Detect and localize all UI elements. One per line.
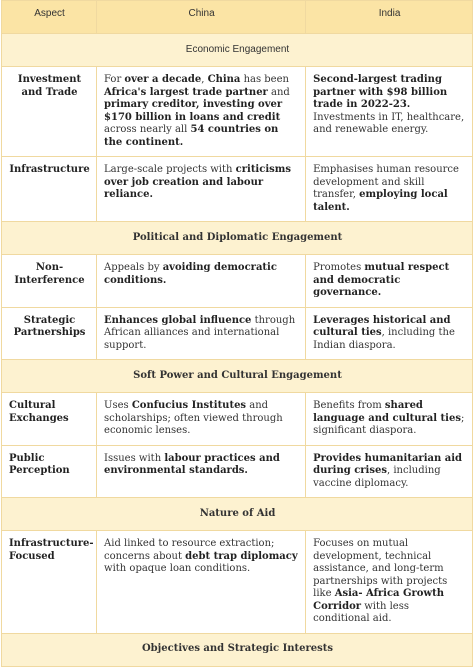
- china-cell: [97, 255, 306, 308]
- bold-text: Africa's largest trade partner: [104, 86, 268, 98]
- table-row: [2, 445, 473, 498]
- india-cell: [306, 157, 473, 222]
- table-body: [2, 34, 473, 667]
- aspect-cell: Strategic Partnerships: [2, 307, 97, 360]
- text-segment: Uses: [104, 400, 132, 411]
- bold-text: shared language and cultural ties: [313, 400, 461, 424]
- table-row: [2, 393, 473, 446]
- text-segment: with opaque loan conditions.: [104, 563, 251, 574]
- india-cell: [306, 255, 473, 308]
- bold-text: 54 countries on the continent.: [104, 124, 279, 148]
- text-segment: Issues with: [104, 452, 165, 464]
- china-cell: [97, 393, 306, 446]
- aspect-cell: Public Perception: [2, 445, 97, 498]
- bold-text: mutual respect and democratic governance.: [313, 262, 450, 298]
- table-row: [2, 531, 473, 634]
- bold-text: labour practices and environmental standards.: [104, 452, 280, 476]
- comparison-table: [1, 0, 473, 667]
- text-segment: across nearly all: [104, 124, 191, 135]
- text-segment: Promotes: [313, 262, 365, 273]
- bold-text: criticisms over job creation and labour reliance.: [104, 164, 291, 200]
- aspect-cell: Infrastructure-Focused: [2, 531, 97, 634]
- section-title: Nature of Aid: [2, 498, 473, 531]
- bold-text: primary creditor, investing over $170 billion in loans and credit: [104, 99, 283, 123]
- section-row: [2, 222, 473, 255]
- header-china: China: [97, 1, 306, 34]
- text-segment: Focuses on mutual development, technical assistance, and long-term partnerships with projects like: [313, 538, 448, 599]
- text-segment: Appeals by: [104, 262, 163, 273]
- section-row: [2, 34, 473, 67]
- china-cell: [97, 157, 306, 222]
- china-cell: [97, 531, 306, 634]
- china-cell: [97, 67, 306, 157]
- text-segment: with less conditional aid.: [313, 600, 409, 624]
- text-segment: Aid linked to resource extraction; concerns about: [104, 538, 275, 562]
- table-row: [2, 255, 473, 308]
- india-cell: [306, 531, 473, 634]
- text-segment: through African alliances and international support.: [104, 314, 296, 351]
- text-segment: For: [104, 74, 125, 85]
- bold-text: debt trap diplomacy: [185, 550, 298, 562]
- header-aspect: Aspect: [2, 1, 97, 34]
- section-title: Economic Engagement: [2, 34, 473, 67]
- text-segment: and scholarships; often viewed through economic lenses.: [104, 400, 283, 436]
- bold-text: Second-largest trading partner with $98 billion trade in 2022-23.: [313, 74, 448, 110]
- bold-text: Leverages historical and cultural ties: [313, 314, 451, 338]
- aspect-cell: Non-Interference: [2, 255, 97, 308]
- bold-text: Enhances global influence: [104, 314, 252, 326]
- table-row: [2, 67, 473, 157]
- header-india: India: [306, 1, 473, 34]
- text-segment: has been: [240, 74, 289, 85]
- bold-text: over a decade: [124, 74, 202, 85]
- section-title: Political and Diplomatic Engagement: [2, 222, 473, 255]
- bold-text: avoiding democratic conditions.: [104, 262, 277, 286]
- india-cell: [306, 307, 473, 360]
- text-segment: ; significant diaspora.: [313, 412, 465, 436]
- text-segment: ,: [201, 74, 208, 85]
- bold-text: Asia- Africa Growth Corridor: [313, 588, 444, 612]
- china-cell: [97, 307, 306, 360]
- india-cell: [306, 445, 473, 498]
- text-segment: Large-scale projects with: [104, 164, 236, 175]
- table-row: [2, 307, 473, 360]
- table-header-row: [2, 1, 473, 34]
- section-title: Soft Power and Cultural Engagement: [2, 360, 473, 393]
- aspect-cell: Investment and Trade: [2, 67, 97, 157]
- aspect-cell: Infrastructure: [2, 157, 97, 222]
- text-segment: Investments in IT, healthcare, and renewable energy.: [313, 111, 465, 135]
- india-cell: [306, 67, 473, 157]
- text-segment: , including the Indian diaspora.: [313, 327, 455, 351]
- text-segment: Benefits from: [313, 400, 385, 411]
- section-row: [2, 498, 473, 531]
- table-row: [2, 157, 473, 222]
- text-segment: Emphasises human resource development and skill transfer,: [313, 164, 459, 200]
- section-row: [2, 633, 473, 666]
- text-segment: , including vaccine diplomacy.: [313, 465, 441, 489]
- bold-text: Provides humanitarian aid during crises: [313, 452, 462, 476]
- bold-text: China: [207, 74, 241, 85]
- india-cell: [306, 393, 473, 446]
- bold-text: Confucius Institutes: [131, 400, 247, 411]
- section-row: [2, 360, 473, 393]
- text-segment: and: [267, 86, 290, 98]
- section-title: Objectives and Strategic Interests: [2, 633, 473, 666]
- china-cell: [97, 445, 306, 498]
- aspect-cell: Cultural Exchanges: [2, 393, 97, 446]
- bold-text: employing local talent.: [313, 189, 448, 213]
